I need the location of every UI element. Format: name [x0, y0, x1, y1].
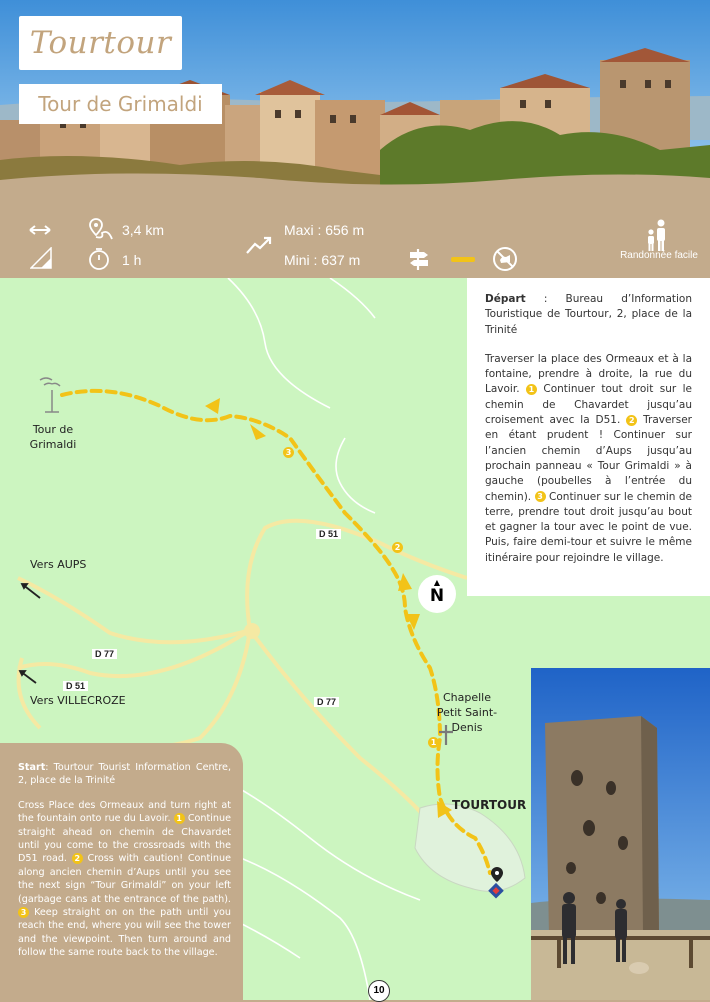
elevation-gradient-icon [30, 247, 52, 269]
hike-stats-bar [0, 215, 710, 278]
stopwatch-icon [88, 247, 110, 271]
french-directions [467, 278, 710, 596]
distance-value: 3,4 km [122, 222, 165, 238]
step-3-badge: 3 [18, 907, 29, 918]
step-2-badge: 2 [626, 415, 637, 426]
duration-value: 1 h [122, 252, 142, 268]
vers-villecroze-label: Vers VILLECROZE [30, 694, 126, 707]
french-start: Départ : Bureau d’Information Touristique de Tourtour, 2, place de la Trinité [485, 293, 692, 336]
tower-photo [531, 668, 710, 1000]
english-start: Start: Tourtour Tourist Information Centre, 2, place de la Trinité [18, 762, 231, 787]
signpost-icon [408, 247, 430, 271]
north-compass: ▲ N [418, 575, 456, 613]
tower-label: Tour de Grimaldi [29, 423, 77, 451]
chapel-label: Chapelle Petit Saint-Denis [436, 691, 498, 734]
route-pin-icon [88, 217, 114, 243]
trail-arrow [205, 398, 220, 414]
road-d77-mid: D 77 [314, 697, 339, 707]
step-2-marker: 2 [392, 542, 403, 553]
village-title: Tourtour [19, 16, 182, 70]
hero-village-photo [0, 0, 710, 215]
road-d51-top: D 51 [316, 529, 341, 539]
distance-arrows-icon [28, 223, 52, 237]
difficulty-label: Randonnée facile [620, 250, 698, 261]
road-d51-left: D 51 [63, 681, 88, 691]
village-label: TOURTOUR [452, 798, 527, 812]
english-directions [0, 743, 243, 1000]
step-1-badge: 1 [526, 384, 537, 395]
road-d77-left: D 77 [92, 649, 117, 659]
altitude-min: Mini : 637 m [284, 252, 361, 268]
altitude-max: Maxi : 656 m [284, 222, 365, 238]
elevation-trend-icon [246, 235, 272, 255]
page-number: 10 [368, 980, 390, 1002]
tower-marker-icon [40, 378, 60, 412]
step-1-marker: 1 [428, 737, 439, 748]
french-body: Traverser la place des Ormeaux et à la fontaine, prendre à droite, la rue du Lavoir. 1 Continuer tout droit sur le chemin de Chavardet jusqu’au croisement avec la D51. 2 Traverser en étant prudent ! Continuer sur l’ancien chemin d’Aups jusqu’au prochain panneau « Tour Grimaldi » à gauche (poubelles à l’entrée du chemin). 3 Continuer sur le chemin de terre, prendre tout droit jusqu’au bout et gagner la tour avec le point de vue. Puis, faire demi-tour et suivre le même itinéraire pour rejoindre le village. [485, 352, 692, 564]
hike-title: Tour de Grimaldi [19, 84, 222, 124]
grimaldi-tower-illustration [531, 668, 710, 1000]
step-1-badge: 1 [174, 813, 185, 824]
no-dogs-icon [492, 246, 518, 272]
family-hikers-icon [645, 218, 671, 252]
step-3-marker: 3 [283, 447, 294, 458]
trail-color-marker [451, 257, 475, 262]
step-3-badge: 3 [535, 491, 546, 502]
english-body: Cross Place des Ormeaux and turn right at the fountain onto rue du Lavoir. 1 Continue straight ahead on chemin de Chavardet until you come to the crossroads with the D51 road. 2 Cross with caution! Continue along ancien chemin d’Aups until you see the next sign “Tour Grimaldi” on your left (garbage cans at the entrance of the path). 3 Keep straight on on the path until you reach the end, where you will see the tower and the viewpoint. Then turn around and follow the same route back to the village. [18, 799, 231, 959]
north-arrow-icon: ▲ [433, 578, 441, 587]
vers-aups-label: Vers AUPS [30, 558, 87, 571]
step-2-badge: 2 [72, 853, 83, 864]
